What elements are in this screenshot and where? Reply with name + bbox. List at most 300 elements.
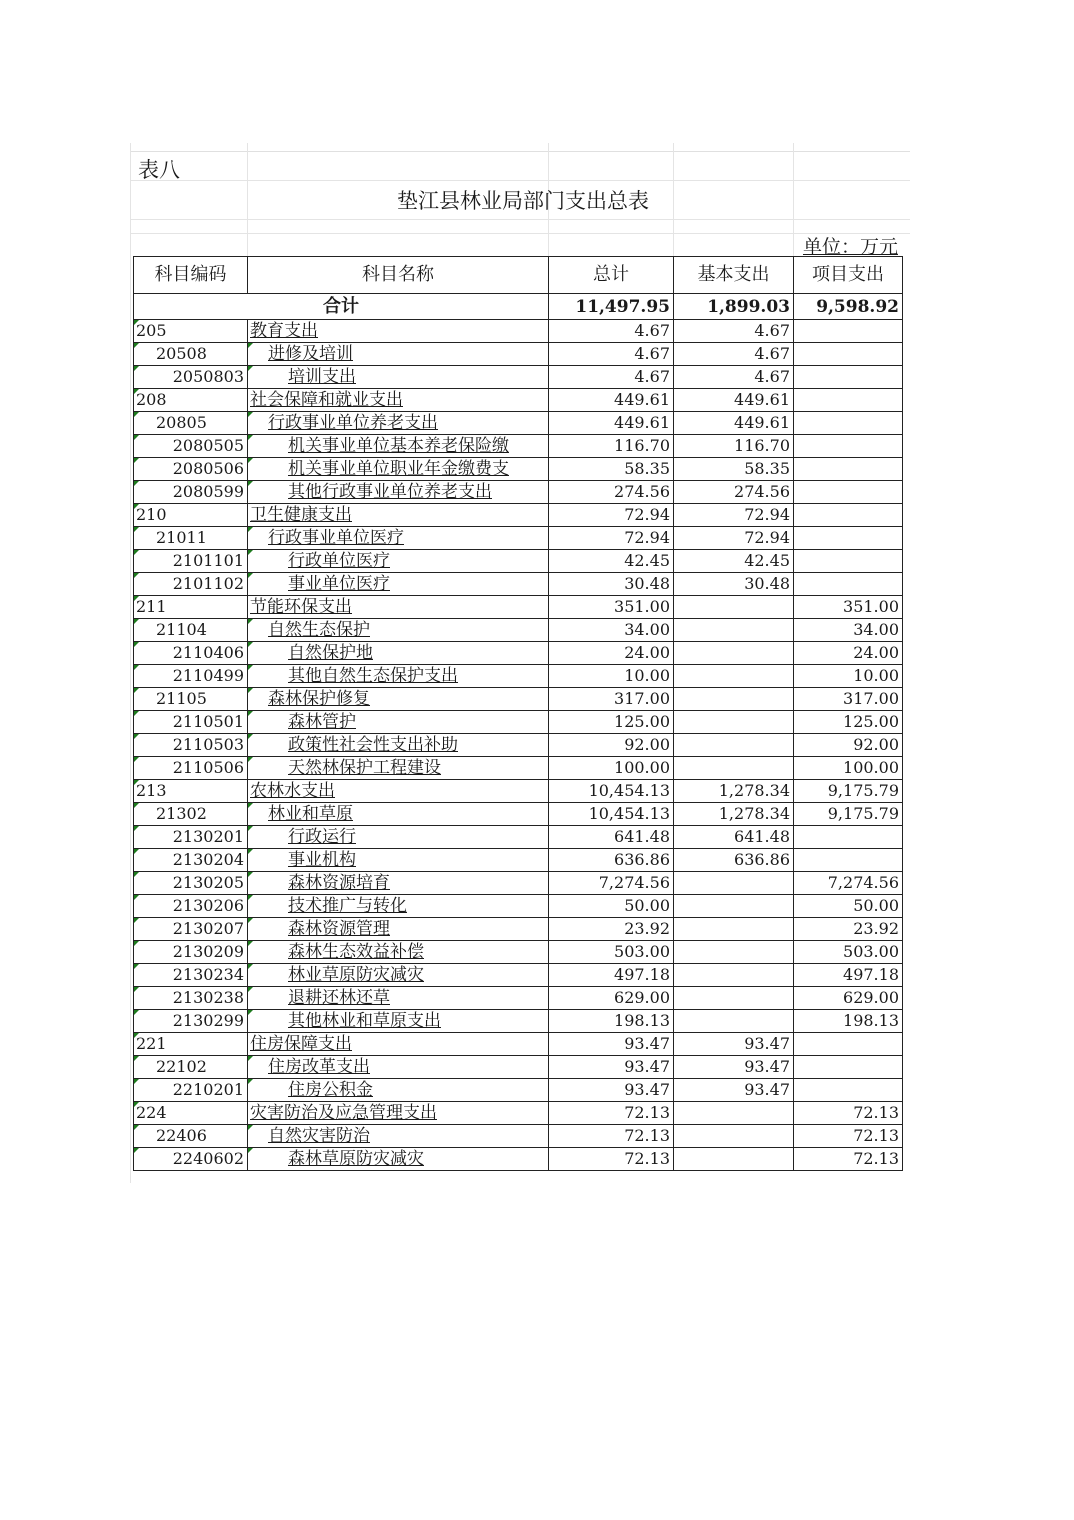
- cell-total: 636.86: [549, 849, 674, 872]
- cell-code-text: 2080599: [172, 482, 244, 501]
- cell-code: [134, 941, 248, 964]
- cell-project: 351.00: [794, 596, 903, 619]
- cell-name-text: 其他林业和草原支出: [288, 1011, 441, 1031]
- cell-comment-marker-icon: [248, 366, 253, 371]
- cell-code: [134, 849, 248, 872]
- cell-code: [134, 343, 248, 366]
- cell-comment-marker-icon: [248, 573, 253, 578]
- cell-comment-marker-icon: [134, 1079, 139, 1084]
- cell-basic: 30.48: [674, 573, 794, 596]
- cell-code-text: 2110503: [172, 735, 244, 754]
- table-row: [134, 1148, 903, 1171]
- cell-name: [248, 803, 549, 826]
- cell-name: [248, 1079, 549, 1102]
- cell-name: [248, 757, 549, 780]
- cell-comment-marker-icon: [134, 389, 139, 394]
- cell-comment-marker-icon: [134, 757, 139, 762]
- cell-name-text: 森林保护修复: [268, 689, 370, 709]
- cell-basic: [674, 596, 794, 619]
- expenditure-table: [133, 256, 903, 1171]
- cell-name-text: 森林资源培育: [288, 873, 390, 893]
- total-row: [134, 294, 903, 320]
- cell-comment-marker-icon: [248, 895, 253, 900]
- cell-total: 72.13: [549, 1102, 674, 1125]
- cell-code-text: 205: [136, 321, 167, 340]
- cell-basic: [674, 941, 794, 964]
- cell-comment-marker-icon: [248, 642, 253, 647]
- cell-project: 24.00: [794, 642, 903, 665]
- cell-project: 10.00: [794, 665, 903, 688]
- cell-comment-marker-icon: [248, 458, 253, 463]
- cell-code: [134, 1010, 248, 1033]
- cell-total: 7,274.56: [549, 872, 674, 895]
- cell-code-text: 20508: [156, 344, 207, 363]
- cell-code-text: 21105: [156, 689, 207, 708]
- cell-name: [248, 688, 549, 711]
- table-row: [134, 458, 903, 481]
- cell-code-text: 221: [136, 1034, 167, 1053]
- cell-total: 116.70: [549, 435, 674, 458]
- cell-code: [134, 435, 248, 458]
- cell-project: 497.18: [794, 964, 903, 987]
- cell-comment-marker-icon: [248, 757, 253, 762]
- cell-basic: 93.47: [674, 1079, 794, 1102]
- cell-code: [134, 550, 248, 573]
- cell-code-text: 2130206: [172, 896, 244, 915]
- cell-name: [248, 711, 549, 734]
- table-row: [134, 1125, 903, 1148]
- cell-name-text: 自然保护地: [288, 643, 373, 663]
- cell-code-text: 2130205: [172, 873, 244, 892]
- cell-code-text: 22102: [156, 1057, 207, 1076]
- unit-label: 单位：万元: [802, 236, 898, 258]
- cell-code-text: 211: [136, 597, 167, 616]
- cell-code-text: 2110501: [172, 712, 244, 731]
- cell-comment-marker-icon: [134, 826, 139, 831]
- cell-comment-marker-icon: [134, 481, 139, 486]
- cell-comment-marker-icon: [134, 458, 139, 463]
- cell-project: [794, 1056, 903, 1079]
- cell-code-text: 2080506: [172, 459, 244, 478]
- cell-comment-marker-icon: [134, 872, 139, 877]
- cell-comment-marker-icon: [134, 320, 139, 325]
- cell-name: 节能环保支出: [248, 596, 549, 619]
- cell-comment-marker-icon: [134, 688, 139, 693]
- cell-name: 教育支出: [248, 320, 549, 343]
- cell-basic: 42.45: [674, 550, 794, 573]
- table-row: [134, 941, 903, 964]
- table-row: [134, 1079, 903, 1102]
- cell-code: [134, 320, 248, 343]
- table-row: [134, 872, 903, 895]
- cell-project: 72.13: [794, 1125, 903, 1148]
- cell-code: [134, 1148, 248, 1171]
- cell-code: [134, 757, 248, 780]
- table-row: [134, 481, 903, 504]
- cell-code-text: 210: [136, 505, 167, 524]
- table-row: [134, 504, 903, 527]
- cell-total: 449.61: [549, 412, 674, 435]
- table-row: [134, 642, 903, 665]
- cell-project: 72.13: [794, 1148, 903, 1171]
- cell-name: [248, 550, 549, 573]
- table-row: [134, 412, 903, 435]
- cell-comment-marker-icon: [134, 596, 139, 601]
- table-row: [134, 964, 903, 987]
- cell-comment-marker-icon: [248, 1010, 253, 1015]
- cell-basic: 4.67: [674, 320, 794, 343]
- cell-code-text: 2110406: [172, 643, 244, 662]
- cell-basic: [674, 757, 794, 780]
- grid-line: [130, 143, 131, 1183]
- cell-comment-marker-icon: [248, 734, 253, 739]
- table-row: [134, 619, 903, 642]
- cell-code: [134, 1102, 248, 1125]
- cell-code-text: 2110506: [172, 758, 244, 777]
- cell-name-text: 森林生态效益补偿: [288, 942, 424, 962]
- cell-code-text: 20805: [156, 413, 207, 432]
- cell-name: [248, 1010, 549, 1033]
- table-row: [134, 1056, 903, 1079]
- cell-comment-marker-icon: [248, 665, 253, 670]
- cell-basic: 1,278.34: [674, 803, 794, 826]
- cell-name-text: 事业机构: [288, 850, 356, 870]
- cell-total: 93.47: [549, 1033, 674, 1056]
- cell-basic: [674, 1102, 794, 1125]
- table-row: [134, 918, 903, 941]
- cell-comment-marker-icon: [248, 1148, 253, 1153]
- cell-project: [794, 389, 903, 412]
- cell-comment-marker-icon: [248, 711, 253, 716]
- cell-code-text: 2080505: [172, 436, 244, 455]
- cell-name: [248, 343, 549, 366]
- cell-basic: 4.67: [674, 343, 794, 366]
- cell-total: 641.48: [549, 826, 674, 849]
- cell-code: [134, 596, 248, 619]
- cell-name: [248, 573, 549, 596]
- cell-comment-marker-icon: [134, 435, 139, 440]
- table-row: [134, 389, 903, 412]
- cell-name: [248, 435, 549, 458]
- table-header-row: [134, 257, 903, 294]
- cell-name: [248, 734, 549, 757]
- cell-comment-marker-icon: [248, 1079, 253, 1084]
- cell-total: 93.47: [549, 1079, 674, 1102]
- cell-basic: [674, 688, 794, 711]
- cell-name: 社会保障和就业支出: [248, 389, 549, 412]
- cell-basic: [674, 711, 794, 734]
- cell-project: [794, 343, 903, 366]
- total-label: 合计: [134, 294, 549, 320]
- total-project: 9,598.92: [794, 294, 903, 320]
- cell-comment-marker-icon: [248, 941, 253, 946]
- cell-name-text: 退耕还林还草: [288, 988, 390, 1008]
- cell-total: 42.45: [549, 550, 674, 573]
- cell-comment-marker-icon: [134, 642, 139, 647]
- table-row: [134, 1010, 903, 1033]
- cell-basic: 636.86: [674, 849, 794, 872]
- cell-code-text: 2130201: [172, 827, 244, 846]
- cell-total: 4.67: [549, 366, 674, 389]
- cell-name-text: 培训支出: [288, 367, 356, 387]
- cell-code: [134, 458, 248, 481]
- cell-name-text: 天然林保护工程建设: [288, 758, 441, 778]
- cell-basic: [674, 987, 794, 1010]
- cell-comment-marker-icon: [134, 343, 139, 348]
- cell-basic: 641.48: [674, 826, 794, 849]
- cell-comment-marker-icon: [134, 1010, 139, 1015]
- cell-name: [248, 527, 549, 550]
- cell-code: [134, 1033, 248, 1056]
- cell-total: 72.13: [549, 1148, 674, 1171]
- table-row: [134, 987, 903, 1010]
- cell-comment-marker-icon: [248, 688, 253, 693]
- cell-name-text: 机关事业单位职业年金缴费支: [288, 459, 509, 479]
- cell-total: 100.00: [549, 757, 674, 780]
- cell-comment-marker-icon: [134, 1125, 139, 1130]
- cell-basic: [674, 665, 794, 688]
- table-row: [134, 527, 903, 550]
- header-name: 科目名称: [248, 257, 549, 294]
- cell-project: [794, 458, 903, 481]
- cell-code-text: 22406: [156, 1126, 207, 1145]
- table-row: [134, 320, 903, 343]
- cell-comment-marker-icon: [248, 872, 253, 877]
- cell-comment-marker-icon: [134, 964, 139, 969]
- table-row: [134, 1033, 903, 1056]
- cell-name: [248, 412, 549, 435]
- cell-code: [134, 665, 248, 688]
- cell-total: 317.00: [549, 688, 674, 711]
- cell-comment-marker-icon: [248, 849, 253, 854]
- cell-code-text: 21011: [156, 528, 207, 547]
- cell-total: 503.00: [549, 941, 674, 964]
- cell-basic: [674, 1148, 794, 1171]
- grid-line: [130, 219, 910, 220]
- cell-name: [248, 987, 549, 1010]
- cell-project: 23.92: [794, 918, 903, 941]
- cell-basic: 274.56: [674, 481, 794, 504]
- total-total: 11,497.95: [549, 294, 674, 320]
- cell-comment-marker-icon: [134, 803, 139, 808]
- cell-total: 72.94: [549, 527, 674, 550]
- cell-total: 4.67: [549, 343, 674, 366]
- cell-total: 24.00: [549, 642, 674, 665]
- cell-comment-marker-icon: [134, 619, 139, 624]
- cell-code-text: 21302: [156, 804, 207, 823]
- cell-comment-marker-icon: [134, 550, 139, 555]
- cell-comment-marker-icon: [248, 481, 253, 486]
- cell-project: 50.00: [794, 895, 903, 918]
- header-code: 科目编码: [134, 257, 248, 294]
- cell-name-text: 行政事业单位养老支出: [268, 413, 438, 433]
- table-row: [134, 688, 903, 711]
- cell-basic: 449.61: [674, 389, 794, 412]
- cell-name: [248, 849, 549, 872]
- cell-name: [248, 895, 549, 918]
- cell-total: 497.18: [549, 964, 674, 987]
- cell-comment-marker-icon: [134, 1056, 139, 1061]
- cell-project: 100.00: [794, 757, 903, 780]
- cell-code-text: 224: [136, 1103, 167, 1122]
- cell-code: [134, 1079, 248, 1102]
- header-total: 总计: [549, 257, 674, 294]
- cell-comment-marker-icon: [134, 1033, 139, 1038]
- cell-name-text: 机关事业单位基本养老保险缴: [288, 436, 509, 456]
- cell-total: 351.00: [549, 596, 674, 619]
- cell-code: [134, 734, 248, 757]
- cell-comment-marker-icon: [134, 366, 139, 371]
- cell-basic: 93.47: [674, 1056, 794, 1079]
- table-row: [134, 573, 903, 596]
- cell-name-text: 自然灾害防治: [268, 1126, 370, 1146]
- cell-comment-marker-icon: [134, 504, 139, 509]
- cell-total: 72.94: [549, 504, 674, 527]
- table-row: [134, 803, 903, 826]
- cell-name-text: 其他行政事业单位养老支出: [288, 482, 492, 502]
- grid-line: [130, 233, 910, 234]
- table-row: [134, 757, 903, 780]
- cell-basic: 72.94: [674, 527, 794, 550]
- cell-name-text: 政策性社会性支出补助: [288, 735, 458, 755]
- cell-basic: [674, 964, 794, 987]
- table-row: [134, 435, 903, 458]
- cell-name-text: 住房公积金: [288, 1080, 373, 1100]
- cell-basic: [674, 619, 794, 642]
- cell-total: 34.00: [549, 619, 674, 642]
- cell-total: 629.00: [549, 987, 674, 1010]
- table-row: [134, 895, 903, 918]
- cell-project: [794, 527, 903, 550]
- cell-code: [134, 895, 248, 918]
- cell-project: 72.13: [794, 1102, 903, 1125]
- cell-name-text: 自然生态保护: [268, 620, 370, 640]
- cell-name-text: 其他自然生态保护支出: [288, 666, 458, 686]
- cell-comment-marker-icon: [248, 1125, 253, 1130]
- cell-name: [248, 964, 549, 987]
- cell-name-text: 住房改革支出: [268, 1057, 370, 1077]
- cell-project: [794, 1079, 903, 1102]
- cell-code-text: 2210201: [172, 1080, 244, 1099]
- cell-name: [248, 665, 549, 688]
- cell-basic: [674, 918, 794, 941]
- table-row: [134, 826, 903, 849]
- cell-code: [134, 872, 248, 895]
- cell-code: [134, 389, 248, 412]
- cell-project: [794, 826, 903, 849]
- cell-name: [248, 826, 549, 849]
- cell-project: 34.00: [794, 619, 903, 642]
- cell-total: 4.67: [549, 320, 674, 343]
- cell-project: 9,175.79: [794, 780, 903, 803]
- cell-name: [248, 872, 549, 895]
- cell-name: 灾害防治及应急管理支出: [248, 1102, 549, 1125]
- cell-comment-marker-icon: [248, 619, 253, 624]
- cell-code: [134, 412, 248, 435]
- cell-comment-marker-icon: [134, 527, 139, 532]
- cell-basic: [674, 872, 794, 895]
- cell-name: [248, 941, 549, 964]
- cell-comment-marker-icon: [248, 550, 253, 555]
- cell-code: [134, 918, 248, 941]
- cell-name: [248, 642, 549, 665]
- cell-name-text: 行政单位医疗: [288, 551, 390, 571]
- cell-name-text: 事业单位医疗: [288, 574, 390, 594]
- cell-code: [134, 826, 248, 849]
- table-row: [134, 780, 903, 803]
- cell-basic: [674, 895, 794, 918]
- cell-code-text: 2101101: [172, 551, 244, 570]
- cell-project: 503.00: [794, 941, 903, 964]
- cell-total: 50.00: [549, 895, 674, 918]
- cell-project: [794, 849, 903, 872]
- cell-name: 住房保障支出: [248, 1033, 549, 1056]
- cell-comment-marker-icon: [134, 941, 139, 946]
- cell-name: [248, 1056, 549, 1079]
- cell-name: [248, 619, 549, 642]
- cell-code-text: 2110499: [172, 666, 244, 685]
- cell-comment-marker-icon: [248, 527, 253, 532]
- cell-comment-marker-icon: [134, 1102, 139, 1107]
- cell-total: 93.47: [549, 1056, 674, 1079]
- cell-total: 10.00: [549, 665, 674, 688]
- cell-comment-marker-icon: [134, 711, 139, 716]
- cell-comment-marker-icon: [248, 412, 253, 417]
- cell-code: [134, 964, 248, 987]
- cell-comment-marker-icon: [134, 918, 139, 923]
- cell-comment-marker-icon: [248, 826, 253, 831]
- cell-comment-marker-icon: [248, 1056, 253, 1061]
- table-row: [134, 734, 903, 757]
- cell-basic: [674, 642, 794, 665]
- cell-total: 30.48: [549, 573, 674, 596]
- cell-basic: 72.94: [674, 504, 794, 527]
- cell-name: [248, 1125, 549, 1148]
- cell-name-text: 森林草原防灾减灾: [288, 1149, 424, 1169]
- cell-project: [794, 573, 903, 596]
- cell-project: 92.00: [794, 734, 903, 757]
- cell-comment-marker-icon: [134, 412, 139, 417]
- cell-code: [134, 987, 248, 1010]
- cell-name: [248, 458, 549, 481]
- cell-basic: 116.70: [674, 435, 794, 458]
- cell-project: [794, 366, 903, 389]
- cell-project: [794, 481, 903, 504]
- cell-project: 9,175.79: [794, 803, 903, 826]
- cell-name: 卫生健康支出: [248, 504, 549, 527]
- cell-code-text: 2130299: [172, 1011, 244, 1030]
- cell-name: 农林水支出: [248, 780, 549, 803]
- cell-code: [134, 688, 248, 711]
- cell-basic: [674, 1010, 794, 1033]
- cell-code-text: 2130238: [172, 988, 244, 1007]
- grid-line: [130, 180, 910, 181]
- cell-name: [248, 918, 549, 941]
- cell-name: [248, 1148, 549, 1171]
- cell-name-text: 行政运行: [288, 827, 356, 847]
- cell-total: 274.56: [549, 481, 674, 504]
- cell-comment-marker-icon: [134, 987, 139, 992]
- cell-code-text: 2130204: [172, 850, 244, 869]
- cell-total: 10,454.13: [549, 803, 674, 826]
- table-row: [134, 366, 903, 389]
- cell-comment-marker-icon: [134, 780, 139, 785]
- cell-code: [134, 504, 248, 527]
- cell-code-text: 21104: [156, 620, 207, 639]
- cell-code-text: 2130209: [172, 942, 244, 961]
- cell-project: 198.13: [794, 1010, 903, 1033]
- cell-code-text: 2050803: [172, 367, 244, 386]
